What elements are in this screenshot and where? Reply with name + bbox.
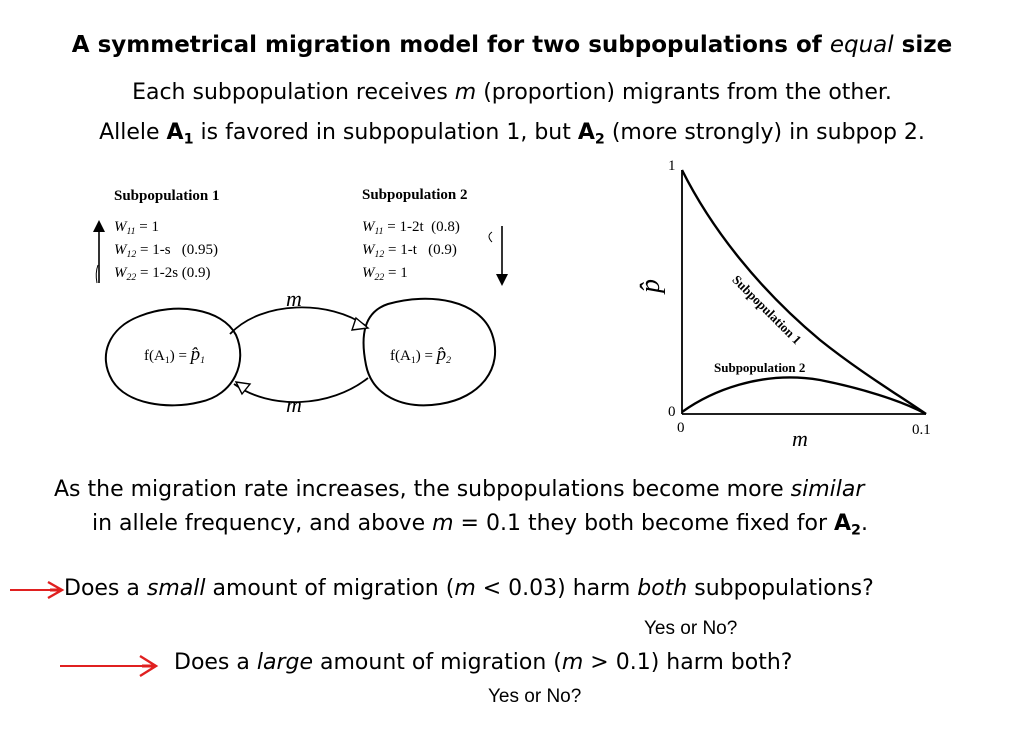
bracket-mark — [96, 265, 98, 283]
question-1-answer: Yes or No? — [644, 618, 738, 639]
graph-y-top-tick: 1 — [668, 158, 676, 174]
bracket-mark — [489, 232, 492, 242]
subpop1-heading: Subpopulation 1 — [114, 188, 220, 204]
arrow-up-icon — [93, 220, 105, 283]
title-emphasis: equal — [829, 32, 894, 58]
fitness-row: $W_{11} = 1-2t$ (0.8) — [362, 219, 460, 237]
question-1: Does a small amount of migration (m < 0.03) harm both subpopulations? — [64, 576, 874, 601]
paragraph-line-2: in allele frequency, and above m = 0.1 they both become fixed for $A_2$. — [92, 511, 868, 539]
graph-y-bottom-tick: 0 — [668, 404, 676, 420]
red-arrow-icon — [60, 656, 156, 676]
fitness-row: $W_{22} = 1$ — [362, 264, 408, 283]
paragraph-line-1: As the migration rate increases, the subpopulations become more similar — [54, 477, 865, 502]
subtitle-line-2: Allele $A_1$ is favored in subpopulation 1, but $A_2$ (more strongly) in subpop 2. — [99, 120, 925, 148]
graph-y-axis-label: p̂ — [635, 279, 666, 293]
curve1-label: Subpopulation 1 — [729, 272, 805, 348]
migration-label-top: m — [286, 286, 302, 311]
slide-title: A symmetrical migration model for two subpopulations of equal size — [71, 32, 953, 58]
fitness-row: $W_{22} = 1-2s$ (0.9) — [114, 264, 211, 283]
subpop1-frequency: $f(A_1)$ = $p̂_1$ — [144, 344, 206, 366]
fitness-row: $W_{12} = 1-s$ (0.95) — [114, 241, 219, 260]
subpop2-heading: Subpopulation 2 — [362, 187, 468, 203]
red-arrow-icon — [10, 582, 62, 598]
curve2-label: Subpopulation 2 — [714, 360, 806, 375]
fitness-row: $W_{11} = 1$ — [114, 219, 159, 237]
graph-x-left-tick: 0 — [677, 420, 685, 436]
subtitle-line-1: Each subpopulation receives m (proportion) migrants from the other. — [132, 80, 892, 105]
fitness-row: $W_{12} = 1-t$ (0.9) — [362, 241, 457, 260]
graph-x-axis-label: m — [792, 426, 808, 451]
arrow-down-icon — [496, 226, 508, 286]
curve-subpop2 — [682, 378, 926, 414]
migration-label-bottom: m — [286, 392, 302, 417]
graph-x-right-tick: 0.1 — [912, 422, 931, 438]
question-2: Does a large amount of migration (m > 0.1) harm both? — [174, 650, 793, 675]
subpop2-frequency: $f(A_1)$ = $p̂_2$ — [390, 344, 452, 366]
question-2-answer: Yes or No? — [488, 686, 582, 707]
